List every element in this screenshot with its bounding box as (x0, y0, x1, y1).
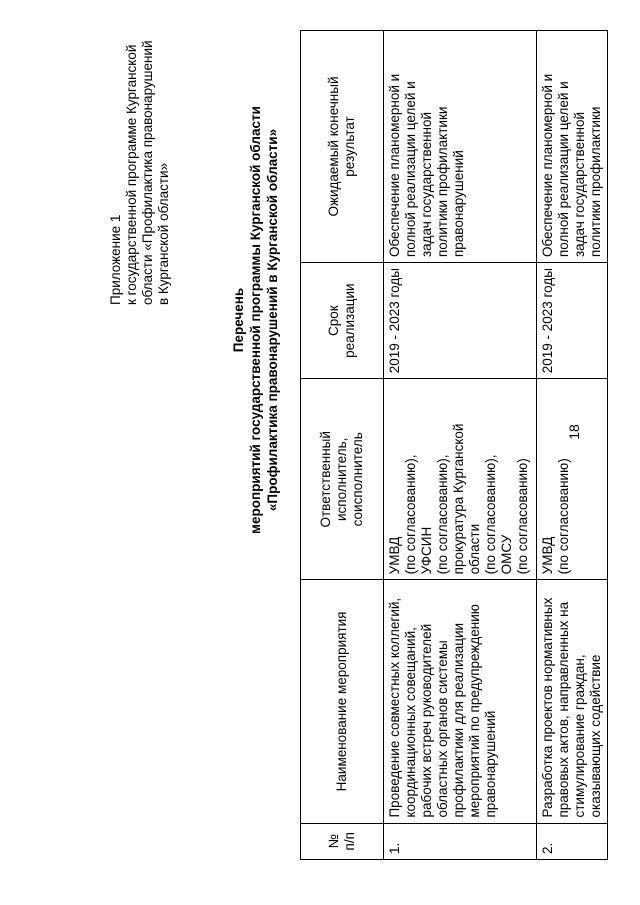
cell-line: Обеспечение планомерной и (387, 73, 402, 258)
cell-line: полной реализации целей и (403, 81, 418, 258)
cell-line: политики профилактики (588, 106, 603, 258)
header-num (301, 823, 384, 859)
row-term: 2019 - 2023 годы (537, 263, 608, 379)
table-row (537, 31, 608, 860)
row-result (537, 31, 608, 263)
header-line: № (326, 834, 341, 849)
header-line: результат (342, 116, 357, 177)
appendix-line: в Курганской области» (156, 162, 171, 305)
cell-line: (по согласованию), (483, 454, 498, 575)
cell-line: задач государственной (572, 111, 587, 258)
cell-line: областных органов системы (435, 640, 450, 818)
header-line: Наименование мероприятия (334, 611, 349, 792)
cell-line: задач государственной (419, 111, 434, 258)
cell-line: (по согласованию), (435, 454, 450, 575)
header-line: Срок (326, 305, 341, 336)
row-result (384, 31, 537, 263)
row-name (537, 580, 608, 823)
row-num: 2. (537, 823, 608, 859)
page-number: 18 (566, 424, 582, 440)
header-line: Ожидаемый конечный (326, 76, 341, 217)
cell-line: (по согласованию), (403, 454, 418, 575)
cell-line: мероприятий по предупреждению (467, 604, 482, 818)
row-responsible (384, 379, 537, 580)
document-title (230, 0, 281, 730)
cell-line: области (467, 523, 482, 575)
header-line: п/п (342, 832, 357, 851)
row-name (384, 580, 537, 823)
cell-line: координационных совещаний, (403, 627, 418, 818)
title-line: Перечень (231, 287, 246, 353)
cell-line: Разработка проектов нормативных (540, 597, 555, 818)
cell-line: прокуратура Курганской (451, 423, 466, 575)
row-responsible (537, 379, 608, 580)
header-line: Ответственный (318, 431, 333, 528)
cell-line: Проведение совместных коллегий, (387, 597, 402, 818)
header-responsible (301, 379, 384, 580)
cell-line: стимулирование граждан, (572, 654, 587, 818)
cell-line: (по согласованию) (515, 458, 530, 575)
header-name (301, 580, 384, 823)
table-row (384, 31, 537, 860)
appendix-note (108, 5, 172, 305)
cell-line: УМВД (540, 536, 555, 575)
title-line: мероприятий государственной программы Курганской области (248, 106, 263, 534)
cell-line: рабочих встреч руководителей (419, 623, 434, 818)
header-line: соисполнитель (350, 432, 365, 527)
cell-line: оказывающих содействие (588, 654, 603, 818)
row-term: 2019 - 2023 годы (384, 263, 537, 379)
appendix-line: области «Профилактика правонарушений (140, 40, 155, 305)
cell-line: Обеспечение планомерной и (540, 73, 555, 258)
measures-table (300, 30, 608, 860)
cell-line: профилактики для реализации (451, 622, 466, 818)
header-result (301, 31, 384, 263)
cell-line: политики профилактики (435, 106, 450, 258)
title-line: «Профилактика правонарушений в Курганской области» (265, 128, 280, 512)
table-header-row (301, 31, 384, 860)
cell-line: (по согласованию) (556, 458, 571, 575)
cell-line: полной реализации целей и (556, 81, 571, 258)
header-line: реализации (342, 283, 357, 358)
appendix-line: Приложение 1 (108, 214, 123, 305)
header-term (301, 263, 384, 379)
cell-line: правовых актов, направленных на (556, 601, 571, 818)
cell-line: правонарушений (483, 710, 498, 818)
row-num: 1. (384, 823, 537, 859)
appendix-line: к государственной программе Курганской (124, 44, 139, 305)
cell-line: ОМСУ (499, 534, 514, 575)
cell-line: УМВД (387, 536, 402, 575)
header-line: исполнитель, (334, 437, 349, 522)
cell-line: правонарушений (451, 150, 466, 258)
cell-line: УФСИН (419, 526, 434, 575)
